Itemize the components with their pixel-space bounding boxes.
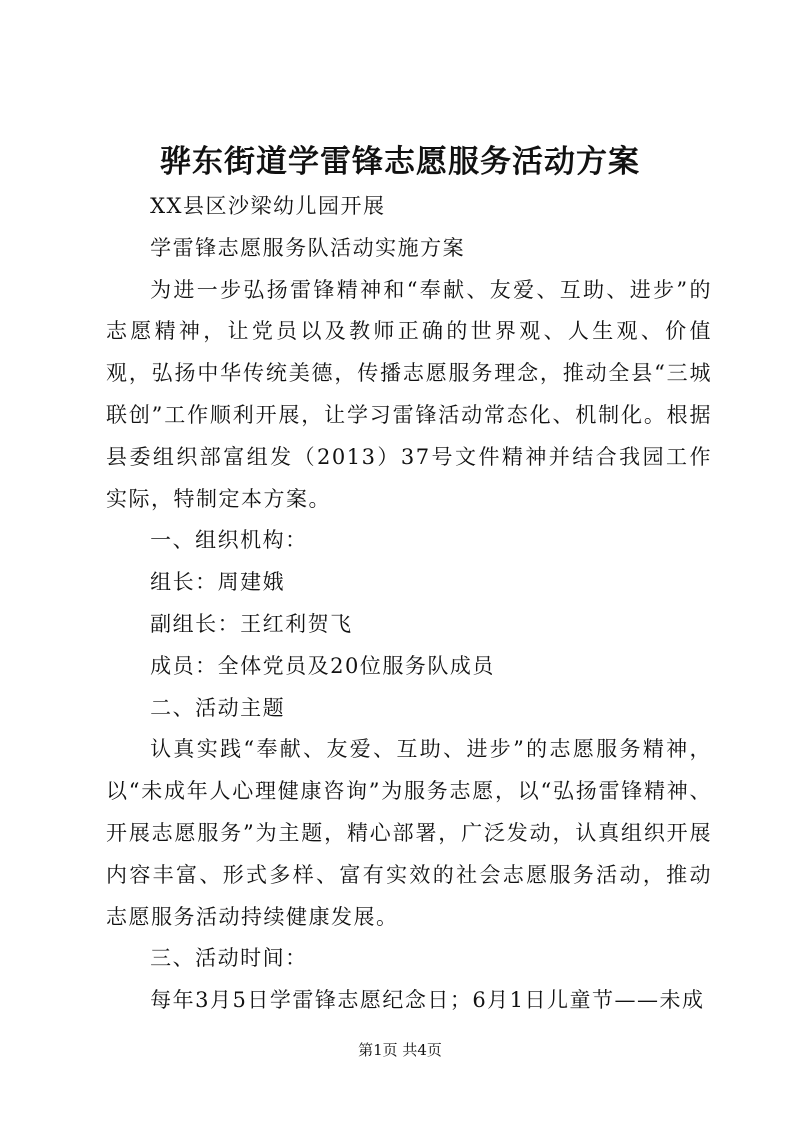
paragraph-theme: 认真实践“奉献、友爱、互助、进步”的志愿服务精神，以“未成年人心理健康咨询”为服务志愿，以“弘扬雷锋精神、开展志愿服务”为主题，精心部署，广泛发动，认真组织开展内容丰富、形式多样、富有实效的社会志愿服务活动，推动志愿服务活动持续健康发展。 xyxy=(106,737,712,929)
paragraph-group-leader: 组长：周建娥 xyxy=(150,570,286,595)
section-heading-theme: 二、活动主题 xyxy=(150,695,286,720)
paragraph-deputy-leader: 副组长：王红利贺飞 xyxy=(150,611,353,636)
paragraph-school-name: XX县区沙梁幼儿园开展 xyxy=(150,194,386,218)
paragraph-plan-name: 学雷锋志愿服务队活动实施方案 xyxy=(150,235,466,260)
paragraph-members: 成员：全体党员及20位服务队成员 xyxy=(150,653,495,678)
paragraph-introduction: 为进一步弘扬雷锋精神和“奉献、友爱、互助、进步”的志愿精神，让党员以及教师正确的世界观、人生观、价值观，弘扬中华传统美德，传播志愿服务理念，推动全县“三城联创”工作顺利开展，让学习雷锋活动常态化、机制化。根据县委组织部富组发（2013）37号文件精神并结合我园工作实际，特制定本方案。 xyxy=(106,277,712,511)
document-title: 骅东街道学雷锋志愿服务活动方案 xyxy=(160,144,640,180)
paragraph-time: 每年3月5日学雷锋志愿纪念日；6月1日儿童节——未成 xyxy=(150,988,705,1013)
section-heading-organization: 一、组织机构： xyxy=(150,528,308,553)
document-body xyxy=(106,186,712,1022)
section-heading-time: 三、活动时间： xyxy=(150,946,308,971)
page-footer: 第1页 共4页 xyxy=(358,1041,442,1059)
